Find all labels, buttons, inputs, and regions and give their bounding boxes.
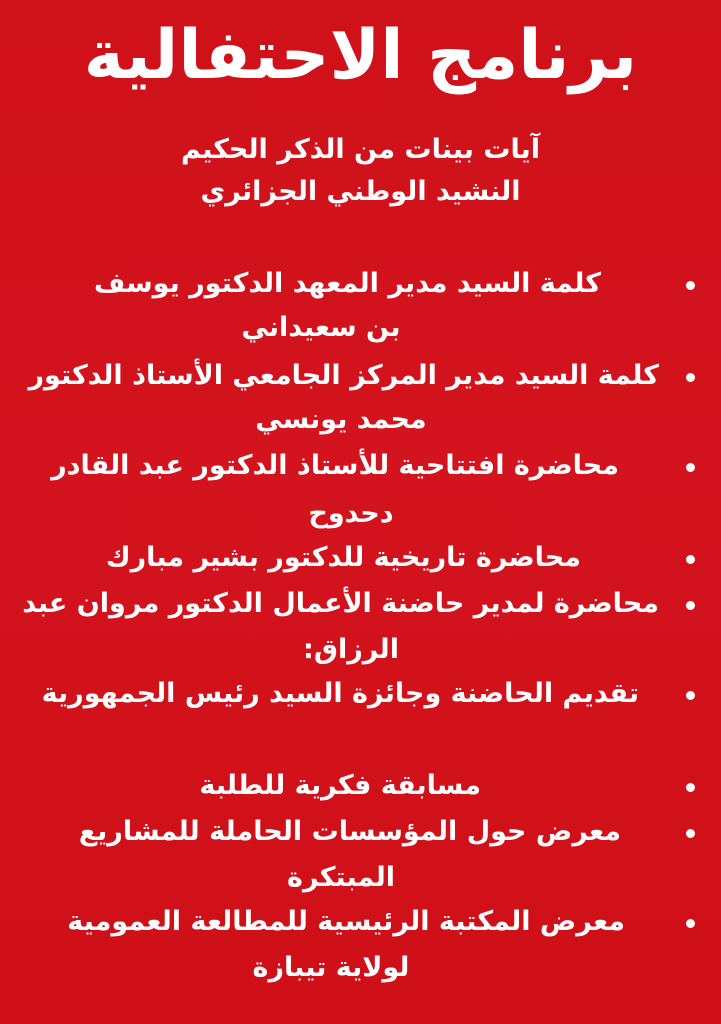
bullet-icon	[686, 601, 695, 610]
bullet-icon	[686, 373, 695, 382]
bullet-icon	[686, 919, 695, 928]
list-item-line: محمد يونسي	[255, 404, 427, 435]
bullet-icon	[686, 783, 695, 792]
list-item-line: لولاية تيبازة	[252, 952, 410, 983]
page-title: برنامج الاحتفالية	[83, 16, 638, 95]
list-item-line: محاضرة لمدير حاضنة الأعمال الدكتور مروان عبد	[22, 588, 659, 619]
list-item-line: تقديم الحاضنة وجائزة السيد رئيس الجمهورية	[41, 678, 639, 709]
list-item-line: محاضرة افتتاحية للأستاذ الدكتور عبد القادر	[51, 450, 619, 481]
list-item-line: كلمة السيد مدير المعهد الدكتور يوسف	[93, 268, 601, 299]
list-item-line: مسابقة فكرية للطلبة	[199, 770, 481, 801]
bullet-icon	[686, 691, 695, 700]
list-item-line: محاضرة تاريخية للدكتور بشير مبارك	[105, 542, 581, 573]
bullet-icon	[686, 463, 695, 472]
subtitle-national-anthem: النشيد الوطني الجزائري	[200, 176, 521, 207]
list-item-line: بن سعيداني	[241, 312, 401, 343]
list-item-line: دحدوح	[308, 498, 394, 529]
list-item-line: معرض المكتبة الرئيسية للمطالعة العمومية	[67, 906, 625, 937]
list-item-line: معرض حول المؤسسات الحاملة للمشاريع	[78, 816, 621, 847]
list-item-line: كلمة السيد مدير المركز الجامعي الأستاذ الدكتور	[28, 360, 659, 391]
list-item-line: الرزاق:	[303, 634, 399, 665]
bullet-icon	[686, 281, 695, 290]
subtitle-quran-recitation: آيات بينات من الذكر الحكيم	[181, 134, 540, 165]
bullet-icon	[686, 829, 695, 838]
bullet-icon	[686, 555, 695, 564]
list-item-line: المبتكرة	[287, 862, 395, 893]
